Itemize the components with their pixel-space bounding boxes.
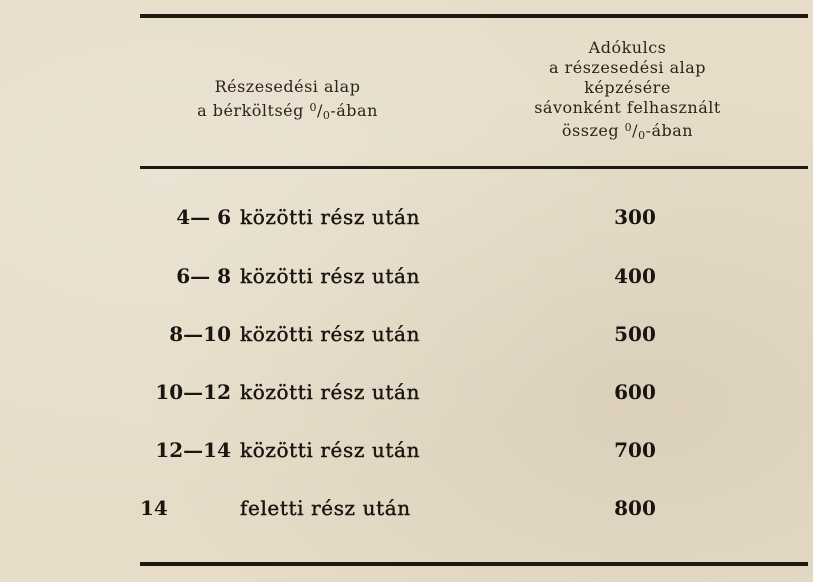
row-phrase: közötti rész után <box>240 438 421 462</box>
row-rate: 600 <box>614 380 656 404</box>
row-rate: 700 <box>614 438 656 462</box>
percent-slash-right: / <box>632 121 639 140</box>
header-right-line5-suffix: -ában <box>645 121 694 140</box>
table-row <box>0 264 813 294</box>
header-right-line3: képzésére <box>584 78 671 97</box>
header-right-line4: sávonként felhasznált <box>534 98 721 117</box>
percent-sup-right: 0 <box>624 121 633 134</box>
row-range: 4— 6 <box>176 205 231 229</box>
row-phrase: közötti rész után <box>240 205 421 229</box>
row-rate: 300 <box>614 205 656 229</box>
row-phrase: feletti rész után <box>240 496 411 520</box>
row-phrase: közötti rész után <box>240 264 421 288</box>
row-range: 12—14 <box>155 438 231 462</box>
header-left-line2 <box>150 97 425 126</box>
header-right-line1: Adókulcs <box>588 38 667 57</box>
table-row <box>0 380 813 410</box>
percent-sub-right: 0 <box>638 129 646 142</box>
table-header-rule <box>140 166 808 169</box>
header-left-line2-suffix: -ában <box>330 101 378 120</box>
header-left-line1: Részesedési alap <box>214 77 361 96</box>
table-bottom-rule <box>140 562 808 566</box>
row-range: 14 <box>140 496 168 520</box>
table-row <box>0 438 813 468</box>
percent-sub-left: 0 <box>322 109 331 122</box>
table-top-rule <box>140 14 808 18</box>
table-row <box>0 205 813 235</box>
header-left-column <box>150 76 425 126</box>
header-right-column <box>505 38 750 146</box>
header-right-line5 <box>505 118 750 146</box>
header-left-line2-prefix: a bérköltség <box>197 101 310 120</box>
row-phrase: közötti rész után <box>240 322 421 346</box>
row-range: 6— 8 <box>176 264 231 288</box>
percent-slash-left: / <box>316 101 323 120</box>
row-phrase: közötti rész után <box>240 380 421 404</box>
table-row <box>0 322 813 352</box>
row-rate: 400 <box>614 264 656 288</box>
header-right-line5-prefix: összeg <box>561 121 625 140</box>
header-right-line2: a részesedési alap <box>548 58 707 77</box>
table-row <box>0 496 813 526</box>
row-rate: 500 <box>614 322 656 346</box>
row-range: 8—10 <box>169 322 231 346</box>
row-rate: 800 <box>614 496 656 520</box>
percent-sup-left: 0 <box>309 101 317 114</box>
row-range: 10—12 <box>155 380 231 404</box>
